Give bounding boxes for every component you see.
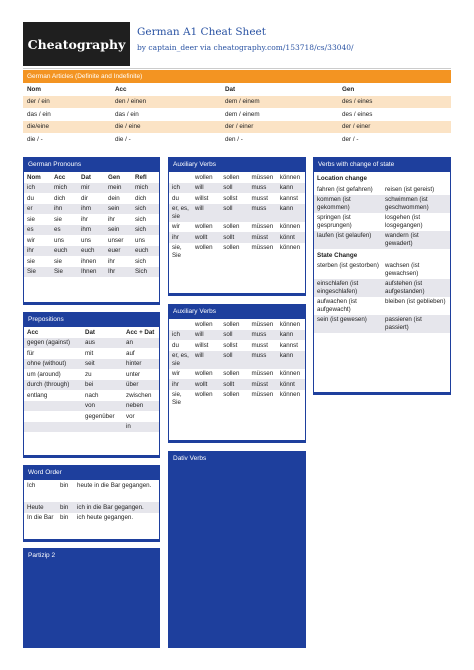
table-cell: ihr <box>108 257 115 265</box>
panel-footer-bar <box>169 293 305 295</box>
table-cell: entlang <box>27 391 48 399</box>
panel-footer-bar <box>24 455 159 457</box>
table-cell: mein <box>105 183 132 194</box>
table-cell: können <box>279 223 301 230</box>
table-cell: euch <box>78 246 105 257</box>
table-row <box>314 195 450 213</box>
table-cell: ihn <box>51 204 78 215</box>
table-row <box>24 256 159 267</box>
table-row <box>24 235 159 246</box>
table-cell: sich <box>132 204 159 215</box>
table-row <box>23 96 451 109</box>
table-cell: kann <box>277 183 305 194</box>
table-cell: ohne (without) <box>24 359 82 370</box>
table-row <box>169 330 305 341</box>
table-cell: unser <box>108 236 124 244</box>
table-row <box>169 340 305 351</box>
panel-footer-bar <box>314 392 450 394</box>
table-cell: wir <box>172 223 180 230</box>
column-header: Acc <box>27 328 39 336</box>
table-cell: wir <box>172 370 180 377</box>
table-cell: Ihr <box>105 267 132 278</box>
table-cell: sollt <box>220 379 248 390</box>
table-row <box>169 379 305 390</box>
table-cell: der / einer <box>338 121 451 134</box>
table-cell: sollt <box>220 232 248 243</box>
articles-section <box>23 70 451 146</box>
table-row <box>314 279 450 297</box>
column-header: Refl <box>135 173 147 181</box>
table-row <box>24 193 159 204</box>
table-cell: musst <box>251 341 269 349</box>
table-row <box>24 513 159 535</box>
table-cell: sollen <box>223 223 240 230</box>
table-cell: kannst <box>279 341 298 349</box>
table-row <box>24 502 159 513</box>
prepositions-table <box>24 327 159 432</box>
table-cell: die / - <box>23 133 111 146</box>
table-cell: über <box>123 380 159 391</box>
table-cell: passieren (ist passiert) <box>382 315 450 333</box>
table-cell: an <box>123 338 159 349</box>
table-cell: sich <box>135 215 147 223</box>
column-header: Dat <box>81 173 91 181</box>
table-cell: soll <box>220 183 248 194</box>
column-header <box>169 319 192 330</box>
table-row <box>314 315 450 333</box>
table-cell: müssen <box>251 223 274 230</box>
table-row <box>314 297 450 315</box>
table-row <box>169 243 305 261</box>
table-cell <box>24 401 82 412</box>
table-cell: muss <box>249 330 277 341</box>
table-cell: ihm <box>78 204 105 215</box>
table-cell: ihnen <box>81 257 97 265</box>
table-cell: wollen <box>195 391 213 398</box>
table-header-row <box>169 319 305 330</box>
table-cell: ihr <box>169 379 192 390</box>
auxiliary-verbs-heading: Auxiliary Verbs <box>169 305 305 319</box>
table-row <box>169 193 305 204</box>
table-row <box>169 390 305 408</box>
table-cell: dem / einem <box>221 108 338 121</box>
table-header-row <box>24 327 159 338</box>
column-header: Gen <box>338 83 451 96</box>
table-cell: aufwachen (ist aufgewacht) <box>317 298 357 313</box>
table-cell: müssen <box>251 391 274 398</box>
table-cell: mich <box>132 183 159 194</box>
table-row <box>24 380 159 391</box>
table-cell: willst <box>195 341 209 349</box>
table-cell: kann <box>277 351 305 369</box>
table-row <box>24 401 159 412</box>
table-cell: ihm <box>78 225 105 236</box>
table-cell: Sie <box>24 267 51 278</box>
table-cell: kann <box>277 204 305 222</box>
prepositions-panel <box>23 312 160 458</box>
table-cell: bin <box>60 481 69 489</box>
column-header: wollen <box>195 173 213 181</box>
table-row <box>24 422 159 433</box>
auxiliary-verbs-heading: Auxiliary Verbs <box>169 158 305 172</box>
table-row <box>24 204 159 215</box>
table-cell: sie, Sie <box>172 244 182 259</box>
table-cell: der / - <box>338 133 451 146</box>
table-row <box>23 133 451 146</box>
table-cell: könnt <box>277 379 305 390</box>
table-cell: der / ein <box>23 96 111 109</box>
table-row <box>24 480 159 502</box>
table-cell: ihr <box>169 232 192 243</box>
table-cell: auf <box>126 349 135 357</box>
table-row <box>24 267 159 278</box>
table-row <box>169 204 305 222</box>
table-cell: muss <box>249 351 277 369</box>
table-row <box>24 246 159 257</box>
table-cell: einschlafen (ist eingeschlafen) <box>314 279 382 297</box>
table-cell: losgehen (ist losgegangen) <box>385 214 423 229</box>
column-header: Acc + Dat <box>126 328 155 336</box>
table-header-row <box>24 172 159 183</box>
table-cell: sterben (ist gestorben) <box>317 262 379 269</box>
table-cell: aus <box>82 338 123 349</box>
state-change-label: State Change <box>314 249 450 261</box>
panel-footer-bar <box>169 440 305 442</box>
location-change-label: Location change <box>314 172 450 184</box>
table-cell: es <box>24 225 51 236</box>
table-cell: die / eine <box>111 121 221 134</box>
table-cell: soll <box>220 330 248 341</box>
table-cell: sie <box>27 215 35 223</box>
table-cell: uns <box>54 236 64 244</box>
table-cell: mich <box>51 183 78 194</box>
table-cell: wollen <box>195 223 213 230</box>
table-cell: dich <box>54 194 66 202</box>
column-header: Nom <box>27 173 41 181</box>
table-cell: zwischen <box>126 391 152 399</box>
table-cell: Ihnen <box>78 267 105 278</box>
table-cell: sollen <box>223 370 240 377</box>
table-cell: Sie <box>51 267 78 278</box>
table-cell <box>82 422 123 433</box>
table-cell: ich <box>169 183 192 194</box>
column-header: Nom <box>23 83 111 96</box>
table-cell: sie <box>54 257 62 265</box>
table-cell: du <box>172 341 179 349</box>
table-cell: muss <box>249 204 277 222</box>
table-cell: das / ein <box>23 108 111 121</box>
table-cell: ich <box>169 330 192 341</box>
table-row <box>23 121 451 134</box>
table-cell: du <box>27 194 34 202</box>
table-cell: musst <box>251 194 269 202</box>
column-header: müssen <box>251 173 274 181</box>
column-header: können <box>279 173 301 181</box>
table-cell: sollen <box>223 244 240 251</box>
table-cell: ich in die Bar gegangen. <box>74 502 159 513</box>
table-cell: will <box>192 204 220 222</box>
table-cell <box>24 422 82 433</box>
table-cell: des / eines <box>338 96 451 109</box>
table-cell: vor <box>126 412 135 420</box>
column-header: können <box>279 320 301 328</box>
cheatography-logo[interactable]: Cheatography <box>23 22 130 66</box>
table-cell: das / ein <box>111 108 221 121</box>
table-row <box>24 359 159 370</box>
table-cell: schwimmen (ist geschwommen) <box>382 195 450 213</box>
table-cell: wir <box>27 236 35 244</box>
table-cell: durch (through) <box>24 380 82 391</box>
table-cell: den / - <box>221 133 338 146</box>
table-cell: wollen <box>195 244 213 251</box>
table-cell: du <box>172 194 179 202</box>
table-cell: könnt <box>277 232 305 243</box>
table-cell: sein <box>105 204 132 215</box>
change-of-state-heading: Verbs with change of state <box>314 158 450 172</box>
state-change-table <box>314 261 450 333</box>
column-header: Gen <box>108 173 121 181</box>
table-cell: kannst <box>279 194 298 202</box>
table-cell: des / eines <box>338 108 451 121</box>
table-cell: Ich <box>27 481 36 489</box>
auxiliary-verbs-panel-2 <box>168 304 306 443</box>
articles-heading: German Articles (Definite and Indefinite) <box>23 70 451 83</box>
table-cell: bleiben (ist geblieben) <box>385 298 446 305</box>
page-title: German A1 Cheat Sheet <box>137 26 266 38</box>
table-cell: er <box>24 204 51 215</box>
table-cell: nach <box>85 391 99 399</box>
table-cell: um (around) <box>27 370 61 378</box>
table-row <box>24 225 159 236</box>
table-cell: sein <box>105 225 132 236</box>
table-row <box>24 411 159 422</box>
table-row <box>169 369 305 380</box>
column-header: sollen <box>223 320 240 328</box>
change-of-state-panel <box>313 157 451 395</box>
table-cell: laufen (ist gelaufen) <box>314 231 382 249</box>
table-cell: für <box>27 349 35 357</box>
table-cell: dein <box>108 194 120 202</box>
table-row <box>314 261 450 279</box>
table-cell: müssen <box>251 370 274 377</box>
table-cell: sollen <box>223 391 240 398</box>
articles-table <box>23 83 451 146</box>
table-cell: zu <box>85 370 92 378</box>
table-cell: ihr <box>24 246 51 257</box>
column-header: Acc <box>54 173 66 181</box>
table-row <box>314 231 450 249</box>
table-cell: hinter <box>123 359 159 370</box>
table-cell: sie, Sie <box>172 391 182 406</box>
table-row <box>24 390 159 401</box>
table-cell: willst <box>195 194 209 202</box>
table-cell: euch <box>51 246 78 257</box>
table-cell: können <box>279 244 301 251</box>
panel-footer-bar <box>24 302 159 304</box>
table-cell: die/eine <box>23 121 111 134</box>
column-header: Acc <box>111 83 221 96</box>
table-cell: er, es, sie <box>169 204 192 222</box>
table-row <box>24 338 159 349</box>
table-cell: sollst <box>223 341 238 349</box>
table-cell: er, es, sie <box>169 351 192 369</box>
table-cell: ich <box>24 183 51 194</box>
table-cell: dem / einem <box>221 96 338 109</box>
table-row <box>23 108 451 121</box>
column-header: wollen <box>195 320 213 328</box>
table-cell: unter <box>126 370 141 378</box>
table-cell: Sich <box>132 267 159 278</box>
table-cell: fahren (ist gefahren) <box>317 185 373 193</box>
table-cell: wollen <box>195 370 213 377</box>
table-cell: wollt <box>192 379 220 390</box>
table-cell: soll <box>220 204 248 222</box>
table-cell: uns <box>81 236 91 244</box>
table-cell: können <box>279 370 301 377</box>
table-cell: können <box>279 391 301 398</box>
table-cell: aufstehen (ist aufgestanden) <box>382 279 450 297</box>
auxiliary-verbs-panel <box>168 157 306 296</box>
table-cell: ihr <box>81 215 88 223</box>
column-header: sollen <box>223 173 240 181</box>
pronouns-heading: German Pronouns <box>24 158 159 172</box>
table-cell: dich <box>135 194 147 202</box>
table-row <box>24 369 159 380</box>
prepositions-heading: Prepositions <box>24 313 159 327</box>
table-cell: In die Bar <box>27 514 54 521</box>
table-cell: will <box>192 330 220 341</box>
table-cell <box>24 411 82 422</box>
table-cell: gegen (against) <box>24 338 82 349</box>
pronouns-table <box>24 172 159 277</box>
table-cell: sie <box>27 257 35 265</box>
table-cell: ich heute gegangen. <box>77 514 134 521</box>
table-cell: kommen (ist gekommen) <box>314 195 382 213</box>
table-header-row <box>23 83 451 96</box>
table-cell: sollst <box>223 194 238 202</box>
table-cell: wollt <box>192 232 220 243</box>
table-cell: es <box>51 225 78 236</box>
table-cell: sein (ist gewesen) <box>314 315 382 333</box>
table-cell: müsst <box>249 379 277 390</box>
table-cell: reisen (ist gereist) <box>385 185 435 193</box>
table-row <box>24 348 159 359</box>
table-row <box>314 213 450 231</box>
table-cell: kann <box>277 330 305 341</box>
panel-footer-bar <box>24 539 159 541</box>
table-row <box>169 222 305 233</box>
table-row <box>24 183 159 194</box>
table-cell: sie <box>54 215 62 223</box>
auxiliary-verbs-table <box>169 319 305 408</box>
table-cell: bin <box>60 514 69 521</box>
location-change-table <box>314 184 450 249</box>
table-cell: in <box>123 422 159 433</box>
table-cell: neben <box>123 401 159 412</box>
table-row <box>24 214 159 225</box>
table-cell: will <box>192 351 220 369</box>
word-order-panel <box>23 465 160 542</box>
table-cell: müsst <box>249 232 277 243</box>
header-divider <box>23 68 451 69</box>
table-cell: uns <box>135 236 145 244</box>
table-cell: bei <box>82 380 123 391</box>
table-cell: gegenüber <box>85 412 115 420</box>
table-cell: wandern (ist gewadert) <box>382 231 450 249</box>
table-cell: bin <box>57 502 74 513</box>
table-cell: sich <box>135 257 147 265</box>
table-header-row <box>169 172 305 183</box>
table-cell: heute in die Bar gegangen. <box>77 481 152 489</box>
author-link[interactable]: by captain_deer via cheatography.com/153718/cs/33040/ <box>137 43 354 52</box>
column-header: Dat <box>85 328 95 336</box>
auxiliary-verbs-table <box>169 172 305 261</box>
table-cell: von <box>82 401 123 412</box>
table-cell: müssen <box>251 244 274 251</box>
table-row <box>314 184 450 195</box>
table-cell: euer <box>105 246 132 257</box>
table-row <box>169 232 305 243</box>
table-cell: den / einen <box>111 96 221 109</box>
partizip-heading: Partizip 2 <box>24 549 159 563</box>
table-cell: dir <box>81 194 88 202</box>
table-cell: mir <box>78 183 105 194</box>
partizip-panel <box>23 548 160 648</box>
pronouns-panel <box>23 157 160 305</box>
dativ-verbs-heading: Dativ Verbs <box>169 452 305 466</box>
table-cell: ihr <box>108 215 115 223</box>
table-cell: euch <box>132 246 159 257</box>
word-order-heading: Word Order <box>24 466 159 480</box>
table-cell: springen (ist gesprungen) <box>317 214 352 229</box>
table-cell: muss <box>249 183 277 194</box>
sheet-header <box>23 22 451 66</box>
table-cell: die / - <box>111 133 221 146</box>
table-cell: soll <box>220 351 248 369</box>
table-cell: will <box>192 183 220 194</box>
dativ-verbs-panel <box>168 451 306 648</box>
column-header: Dat <box>221 83 338 96</box>
table-cell: seit <box>82 359 123 370</box>
table-cell: wachsen (ist gewachsen) <box>385 262 420 277</box>
column-header <box>169 172 192 183</box>
table-row <box>169 183 305 194</box>
table-cell: Heute <box>24 502 57 513</box>
table-row <box>169 351 305 369</box>
word-order-table <box>24 480 159 535</box>
table-cell: der / einer <box>221 121 338 134</box>
column-header: müssen <box>251 320 274 328</box>
table-cell: mit <box>85 349 94 357</box>
table-cell: sich <box>132 225 159 236</box>
